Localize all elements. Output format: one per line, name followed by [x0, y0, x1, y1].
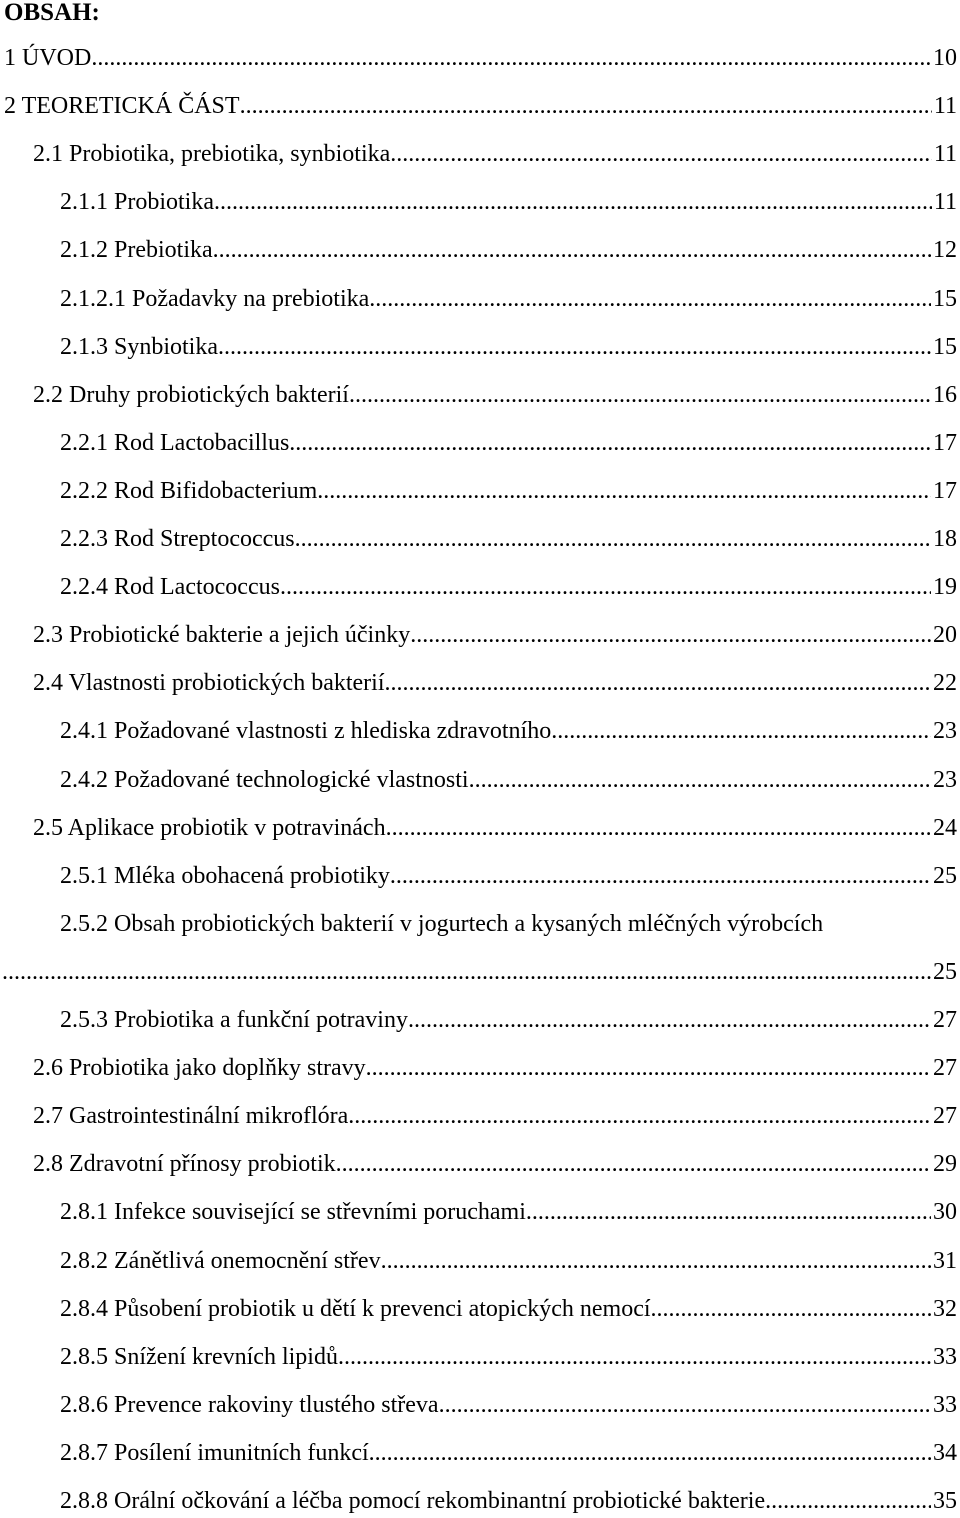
toc-dot-leader	[289, 426, 931, 460]
toc-entry-title: 2.5.1 Mléka obohacená probiotiky	[60, 862, 390, 889]
toc-entry[interactable]	[0, 955, 957, 989]
toc-dot-leader	[369, 282, 931, 316]
toc-entry[interactable]	[0, 378, 957, 412]
toc-entry[interactable]	[0, 1051, 957, 1085]
toc-dot-leader	[214, 185, 932, 219]
toc-dot-leader	[381, 1244, 931, 1278]
toc-entry-title: 2.2.2 Rod Bifidobacterium	[60, 477, 318, 504]
toc-page-number: 23	[933, 718, 957, 745]
toc-entry[interactable]	[0, 233, 957, 267]
toc-dot-leader	[369, 1436, 931, 1470]
toc-page-number: 20	[933, 622, 957, 649]
toc-entry-title: 2.2.1 Rod Lactobacillus	[60, 429, 290, 456]
toc-entry-title: 2 TEORETICKÁ ČÁST	[4, 93, 240, 120]
toc-dot-leader	[218, 330, 931, 364]
toc-entry[interactable]	[0, 811, 957, 845]
toc-dot-leader	[349, 378, 931, 412]
toc-entry[interactable]	[0, 1388, 957, 1422]
toc-entry-title: 2.2.4 Rod Lactococcus	[60, 574, 280, 601]
toc-entry[interactable]	[0, 570, 957, 604]
toc-entry[interactable]	[0, 1147, 957, 1181]
toc-dot-leader	[408, 1003, 931, 1037]
toc-page-number: 17	[933, 477, 957, 504]
toc-entry-title: 1 ÚVOD	[4, 45, 92, 71]
toc-dot-leader	[317, 474, 931, 508]
toc-entry[interactable]	[0, 1484, 957, 1518]
toc-page-number: 11	[933, 141, 957, 168]
toc-page-number: 33	[933, 1343, 957, 1370]
toc-entry-title: 2.7 Gastrointestinální mikroflóra	[33, 1103, 349, 1130]
toc-dot-leader	[410, 618, 931, 652]
toc-dot-leader	[765, 1484, 931, 1518]
toc-dot-leader	[385, 666, 931, 700]
toc-entry[interactable]	[0, 282, 957, 316]
toc-entry[interactable]	[0, 1340, 957, 1374]
toc-page-number: 10	[933, 45, 957, 71]
toc-entry-title: 2.8.1 Infekce související se střevními poruchami	[60, 1199, 526, 1226]
toc-page-number: 35	[933, 1488, 957, 1514]
toc-page-number: 24	[933, 814, 957, 841]
toc-entry-title: 2.8 Zdravotní přínosy probiotik	[33, 1151, 336, 1178]
toc-entry[interactable]	[0, 426, 957, 460]
toc-page-number: 31	[933, 1247, 957, 1274]
toc-page-number: 30	[933, 1199, 957, 1226]
toc-dot-leader	[240, 89, 932, 123]
toc-entry-title: 2.8.4 Působení probiotik u dětí k prevenci atopických nemocí	[60, 1295, 651, 1322]
toc-page-number: 15	[933, 333, 957, 360]
toc-entry[interactable]	[0, 330, 957, 364]
toc-dot-leader	[295, 522, 931, 556]
toc-page-number: 19	[933, 574, 957, 601]
toc-entry-title: 2.1 Probiotika, prebiotika, synbiotika	[33, 141, 391, 168]
toc-dot-leader	[390, 137, 932, 171]
toc-entry[interactable]	[0, 618, 957, 652]
toc-entry[interactable]	[0, 522, 957, 556]
toc-entry[interactable]	[0, 41, 957, 75]
toc-page-number: 27	[933, 1055, 957, 1082]
toc-entry-title: 2.2 Druhy probiotických bakterií	[33, 381, 349, 408]
toc-dot-leader	[213, 233, 931, 267]
toc-entry-title: 2.1.2 Prebiotika	[60, 237, 213, 264]
toc-page-number: 32	[933, 1295, 957, 1322]
toc-entry[interactable]	[0, 1195, 957, 1229]
toc-page-number: 25	[933, 958, 957, 985]
toc-entry[interactable]	[0, 714, 957, 748]
toc-page-number: 12	[933, 237, 957, 264]
toc-page-number: 27	[933, 1103, 957, 1130]
toc-page-number: 18	[933, 526, 957, 552]
toc-page-number: 27	[933, 1007, 957, 1033]
toc-dot-leader	[366, 1051, 931, 1085]
toc-page-number: 11	[933, 189, 957, 216]
toc-entry[interactable]	[0, 137, 957, 171]
toc-entry[interactable]	[0, 666, 957, 700]
toc-page-number: 29	[933, 1151, 957, 1178]
toc-dot-leader	[91, 41, 931, 75]
toc-entry-title: 2.8.5 Snížení krevních lipidů	[60, 1343, 338, 1370]
toc-entry-title: 2.5 Aplikace probiotik v potravinách	[33, 814, 386, 841]
toc-entry-title: 2.3 Probiotické bakterie a jejich účinky	[33, 622, 411, 649]
toc-entry[interactable]	[0, 1244, 957, 1278]
toc-entry-title: 2.4.1 Požadované vlastnosti z hlediska zdravotního	[60, 718, 552, 745]
toc-dot-leader	[2, 955, 931, 989]
toc-entry[interactable]	[0, 859, 957, 893]
toc-page-number: 22	[933, 670, 957, 697]
toc-entry-title: 2.2.3 Rod Streptococcus	[60, 526, 295, 552]
toc-entry[interactable]	[0, 1292, 957, 1326]
toc-entry-title: 2.8.8 Orální očkování a léčba pomocí rekombinantní probiotické bakterie	[60, 1488, 766, 1514]
toc-entry[interactable]	[0, 185, 957, 219]
toc-dot-leader	[551, 714, 931, 748]
toc-entry-title[interactable]: 2.5.2 Obsah probiotických bakterií v jogurtech a kysaných mléčných výrobcích	[60, 910, 824, 937]
toc-page-number: 33	[933, 1391, 957, 1418]
toc-dot-leader	[439, 1388, 931, 1422]
toc-entry[interactable]	[0, 1003, 957, 1037]
toc-entry-title: 2.8.2 Zánětlivá onemocnění střev	[60, 1247, 381, 1274]
toc-entry-title: 2.8.6 Prevence rakoviny tlustého střeva	[60, 1391, 439, 1418]
toc-page-number: 11	[933, 93, 957, 120]
toc-dot-leader	[336, 1147, 931, 1181]
toc-entry-title: 2.6 Probiotika jako doplňky stravy	[33, 1055, 366, 1082]
toc-dot-leader	[469, 763, 931, 797]
toc-dot-leader	[338, 1340, 931, 1374]
toc-entry[interactable]	[0, 474, 957, 508]
toc-entry-title: 2.8.7 Posílení imunitních funkcí	[60, 1439, 369, 1466]
toc-entry-title: 2.1.3 Synbiotika	[60, 333, 219, 360]
toc-page-number: 17	[933, 429, 957, 456]
toc-entry[interactable]	[0, 89, 957, 123]
toc-page-number: 23	[933, 766, 957, 793]
toc-entry[interactable]	[0, 763, 957, 797]
toc-dot-leader	[348, 1099, 931, 1133]
toc-entry-title: 2.1.2.1 Požadavky na prebiotika	[60, 285, 370, 312]
toc-dot-leader	[390, 859, 931, 893]
toc-entry-title: 2.1.1 Probiotika	[60, 189, 214, 216]
toc-entry[interactable]	[0, 1099, 957, 1133]
toc-entry-title: 2.5.3 Probiotika a funkční potraviny	[60, 1007, 408, 1033]
toc-heading: OBSAH:	[4, 0, 100, 26]
toc-page-number: 16	[933, 381, 957, 408]
toc-entry-title: 2.4 Vlastnosti probiotických bakterií	[33, 670, 385, 697]
toc-dot-leader	[280, 570, 931, 604]
toc-page-number: 25	[933, 862, 957, 889]
toc-dot-leader	[386, 811, 931, 845]
toc-page-number: 15	[933, 285, 957, 312]
toc-page-number: 34	[933, 1439, 957, 1466]
toc-dot-leader	[651, 1292, 931, 1326]
toc-entry[interactable]	[0, 1436, 957, 1470]
toc-dot-leader	[526, 1195, 931, 1229]
toc-entry-title: 2.4.2 Požadované technologické vlastnosti	[60, 766, 469, 793]
